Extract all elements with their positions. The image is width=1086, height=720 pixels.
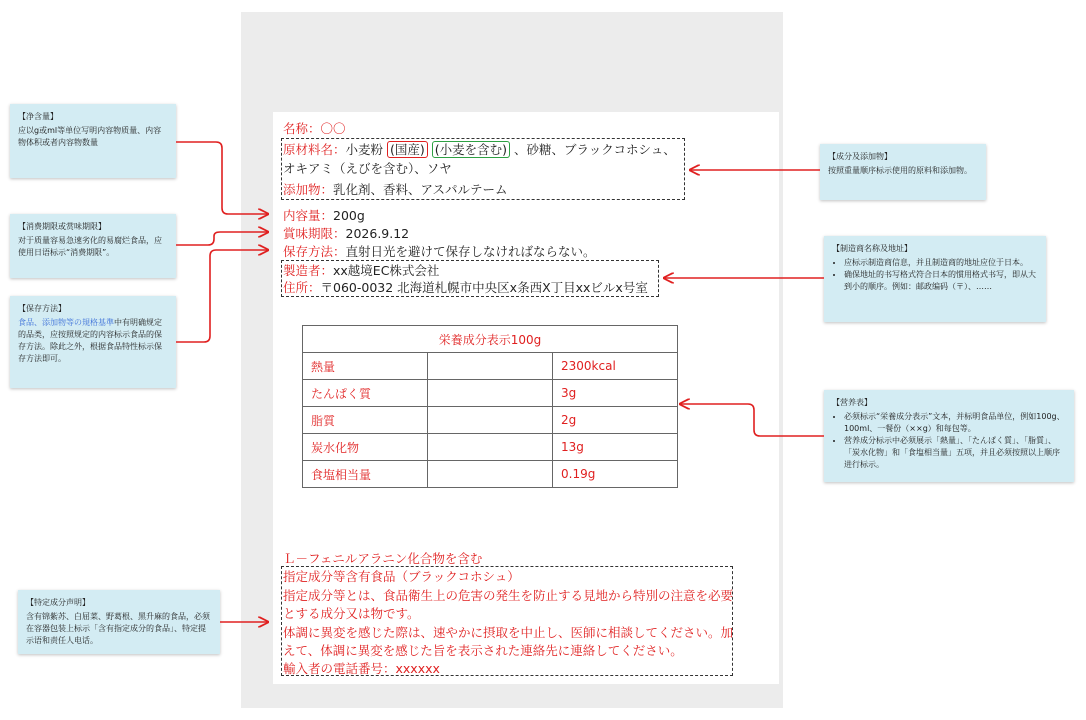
- storage-value: 直射日光を避けて保存しなければならない。: [345, 244, 596, 259]
- ingredients-rest: 、砂糖、ブラックコホシュ、: [514, 142, 676, 157]
- ingredients-key: 原材料名：: [283, 142, 346, 157]
- address-key: 住所：: [283, 280, 321, 295]
- importer-phone: 輸入者の電話番号：xxxxxx: [283, 661, 440, 676]
- arrow-expiry: [176, 232, 268, 245]
- note-title: 【特定成分声明】: [26, 598, 90, 607]
- ingredient-wheat: 小麦粉: [345, 142, 384, 157]
- note-bullet: • 确保地址的书写格式符合日本的惯用格式书写，即从大到小的顺序。例如：邮政编码（〒）、……: [844, 269, 1038, 293]
- note-title: 【保存方法】: [18, 304, 66, 313]
- expiry-key: 賞味期限：: [283, 226, 346, 241]
- nutrient-name: 脂質: [303, 407, 428, 434]
- special-line-1: 指定成分等含有食品（ブラックコホシュ）: [283, 569, 520, 584]
- note-title: 【制造商名称及地址】: [832, 244, 912, 253]
- note-text: 含有锦紫苏、白屈菜、野葛根、黑升麻的食品，必须在容器包装上标示「含有指定成分的食品」、特定提示语和责任人电话。: [26, 612, 210, 645]
- note-text: 按照重量顺序标示使用的原料和添加物。: [828, 166, 972, 175]
- nutrient-name: 炭水化物: [303, 434, 428, 461]
- ingredients-line-2: オキアミ（えびを含む）、ソヤ: [283, 161, 452, 176]
- nutrient-value: 2300kcal: [553, 353, 678, 380]
- note-bullet: • 应标示制造商信息，并且制造商的地址应位于日本。: [844, 257, 1038, 269]
- allergen-tag: (小麦を含む): [432, 141, 510, 158]
- arrow-storage: [176, 250, 268, 342]
- nutrient-value: 13g: [553, 434, 678, 461]
- special-line-4: 体調に異変を感じた際は、速やかに摂取を中止し、医師に相談してください。加: [283, 625, 734, 640]
- note-title: 【营养表】: [832, 398, 872, 407]
- arrow-net-content: [176, 142, 268, 214]
- special-line-5: えて、体調に異変を感じた旨を表示された連絡先に連絡してください。: [283, 643, 683, 658]
- nutrient-name: 食塩相当量: [303, 461, 428, 488]
- nutrient-value: 2g: [553, 407, 678, 434]
- name-key: 名称：: [283, 121, 321, 136]
- storage-key: 保存方法：: [283, 244, 346, 259]
- phenylalanine-note: Ｌ－フェニルアラニン化合物を含む: [283, 551, 483, 566]
- origin-tag: (国産): [387, 141, 428, 158]
- nutrition-title: 栄養成分表示100g: [303, 326, 678, 353]
- note-bullet: • 必须标示“栄養成分表示”文本，并标明食品单位，例如100g、100ml、一餐份（××g）和每包等。: [844, 411, 1066, 435]
- note-title: 【成分及添加物】: [828, 152, 892, 161]
- address-value: 〒060-0032 北海道札幌市中央区x条西X丁目xxビルx号室: [320, 280, 648, 295]
- note-text: 中有明确规定的品类，应按照规定的内容标示食品的保存方法。除此之外，根据食品特性标示保存方法即可。: [18, 318, 162, 363]
- additives-key: 添加物：: [283, 182, 334, 197]
- name-value: 〇〇: [320, 121, 346, 136]
- nutrient-value: 0.19g: [553, 461, 678, 488]
- special-line-2: 指定成分等とは、食品衛生上の危害の発生を防止する見地から特別の注意を必要: [283, 588, 734, 603]
- note-text: 应以g或ml等单位写明内容物质量、内容物体积或者内容物数量: [18, 126, 162, 147]
- nutrient-name: たんぱく質: [303, 380, 428, 407]
- note-title: 【净含量】: [18, 112, 58, 121]
- additives-value: 乳化剤、香料、アスパルテーム: [333, 182, 508, 197]
- expiry-value: 2026.9.12: [345, 226, 410, 241]
- maker-key: 製造者：: [283, 263, 334, 278]
- nutrient-value: 3g: [553, 380, 678, 407]
- note-bullet: • 营养成分标示中必须展示「熱量」、「たんぱく質」、「脂質」、「炭水化物」和「食塩相当量」五项，并且必须按照以上顺序进行标示。: [844, 435, 1066, 471]
- nutrient-name: 熱量: [303, 353, 428, 380]
- arrow-nutrition: [680, 404, 824, 436]
- standards-link[interactable]: 食品、添加物等の規格基準: [18, 318, 114, 327]
- volume-value: 200g: [333, 208, 365, 223]
- volume-key: 内容量：: [283, 208, 334, 223]
- maker-value: xx越境EC株式会社: [333, 263, 440, 278]
- note-title: 【消费期限或赏味期限】: [18, 222, 106, 231]
- note-text: 对于质量容易急速劣化的易腐烂食品，应使用日语标示“消费期限”。: [18, 236, 162, 257]
- special-line-3: とする成分又は物です。: [283, 606, 420, 621]
